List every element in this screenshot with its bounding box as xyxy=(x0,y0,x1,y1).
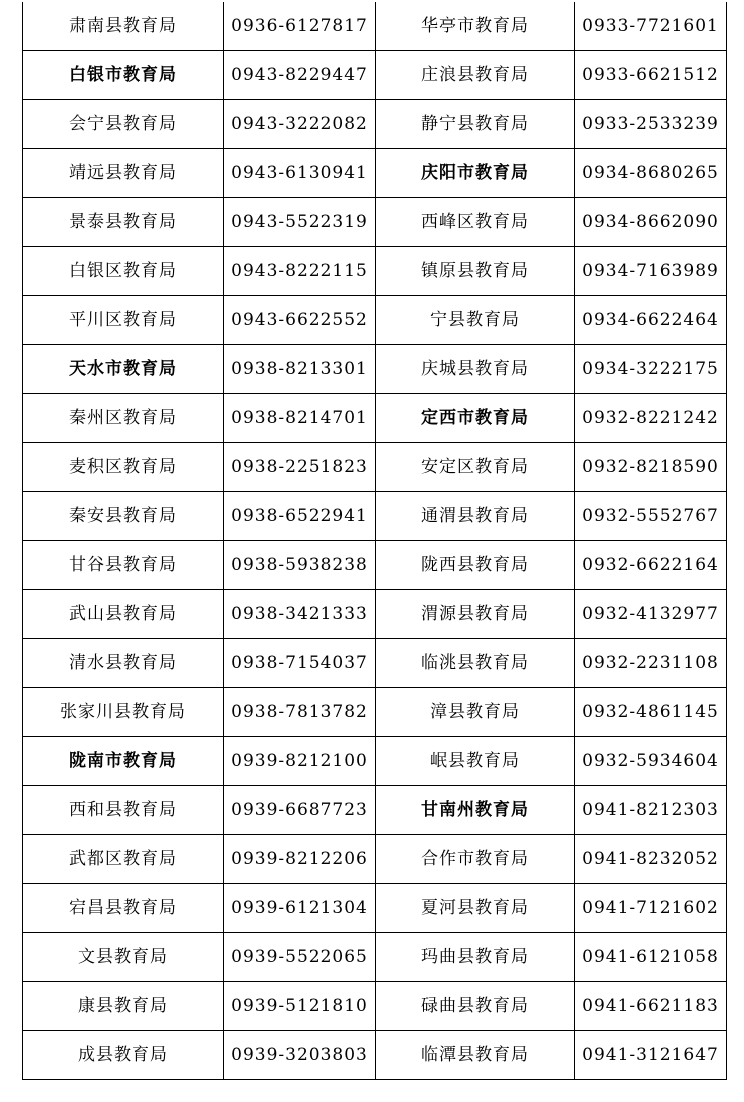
bureau-name-right: 静宁县教育局 xyxy=(376,100,575,149)
phone-number-left: 0943-3222082 xyxy=(224,100,376,149)
phone-number-right: 0932-6622164 xyxy=(575,541,727,590)
bureau-name-right: 安定区教育局 xyxy=(376,443,575,492)
table-row xyxy=(23,198,727,247)
bureau-name-right: 岷县教育局 xyxy=(376,737,575,786)
table-row xyxy=(23,933,727,982)
phone-number-right: 0941-8212303 xyxy=(575,786,727,835)
phone-number-right: 0941-6621183 xyxy=(575,982,727,1031)
phone-number-left: 0943-8229447 xyxy=(224,51,376,100)
phone-number-left: 0939-5522065 xyxy=(224,933,376,982)
bureau-name-right: 镇原县教育局 xyxy=(376,247,575,296)
bureau-name-right: 庆阳市教育局 xyxy=(376,149,575,198)
phone-number-left: 0939-6687723 xyxy=(224,786,376,835)
phone-number-left: 0939-6121304 xyxy=(224,884,376,933)
table-row xyxy=(23,296,727,345)
phone-number-right: 0934-8680265 xyxy=(575,149,727,198)
bureau-name-left: 秦安县教育局 xyxy=(23,492,224,541)
bureau-name-left: 甘谷县教育局 xyxy=(23,541,224,590)
table-row xyxy=(23,345,727,394)
phone-number-left: 0938-5938238 xyxy=(224,541,376,590)
bureau-name-right: 宁县教育局 xyxy=(376,296,575,345)
table-row xyxy=(23,884,727,933)
bureau-name-left: 清水县教育局 xyxy=(23,639,224,688)
phone-number-right: 0933-7721601 xyxy=(575,2,727,51)
phone-number-left: 0943-6130941 xyxy=(224,149,376,198)
bureau-name-left: 康县教育局 xyxy=(23,982,224,1031)
bureau-name-right: 华亭市教育局 xyxy=(376,2,575,51)
table-row xyxy=(23,1031,727,1080)
phone-number-left: 0943-8222115 xyxy=(224,247,376,296)
bureau-name-left: 西和县教育局 xyxy=(23,786,224,835)
bureau-name-left: 靖远县教育局 xyxy=(23,149,224,198)
education-bureau-contact-table xyxy=(22,2,727,1080)
phone-number-right: 0934-3222175 xyxy=(575,345,727,394)
bureau-name-right: 庄浪县教育局 xyxy=(376,51,575,100)
phone-number-left: 0938-8214701 xyxy=(224,394,376,443)
bureau-name-right: 渭源县教育局 xyxy=(376,590,575,639)
phone-number-right: 0941-6121058 xyxy=(575,933,727,982)
table-row xyxy=(23,247,727,296)
table-body xyxy=(23,2,727,1080)
table-row xyxy=(23,394,727,443)
phone-number-right: 0932-4861145 xyxy=(575,688,727,737)
bureau-name-left: 成县教育局 xyxy=(23,1031,224,1080)
phone-number-right: 0932-2231108 xyxy=(575,639,727,688)
phone-number-right: 0932-8221242 xyxy=(575,394,727,443)
bureau-name-right: 夏河县教育局 xyxy=(376,884,575,933)
bureau-name-right: 临潭县教育局 xyxy=(376,1031,575,1080)
phone-number-left: 0938-3421333 xyxy=(224,590,376,639)
table-row xyxy=(23,982,727,1031)
bureau-name-left: 秦州区教育局 xyxy=(23,394,224,443)
contact-table-container xyxy=(22,2,724,1080)
phone-number-left: 0938-2251823 xyxy=(224,443,376,492)
phone-number-right: 0933-6621512 xyxy=(575,51,727,100)
phone-number-left: 0936-6127817 xyxy=(224,2,376,51)
table-row xyxy=(23,2,727,51)
bureau-name-left: 武都区教育局 xyxy=(23,835,224,884)
bureau-name-right: 陇西县教育局 xyxy=(376,541,575,590)
bureau-name-left: 麦积区教育局 xyxy=(23,443,224,492)
bureau-name-right: 临洮县教育局 xyxy=(376,639,575,688)
table-row xyxy=(23,737,727,786)
bureau-name-right: 玛曲县教育局 xyxy=(376,933,575,982)
bureau-name-left: 肃南县教育局 xyxy=(23,2,224,51)
bureau-name-right: 甘南州教育局 xyxy=(376,786,575,835)
bureau-name-left: 白银市教育局 xyxy=(23,51,224,100)
phone-number-right: 0941-7121602 xyxy=(575,884,727,933)
phone-number-right: 0934-6622464 xyxy=(575,296,727,345)
table-row xyxy=(23,835,727,884)
phone-number-left: 0938-7813782 xyxy=(224,688,376,737)
phone-number-right: 0934-7163989 xyxy=(575,247,727,296)
bureau-name-right: 碌曲县教育局 xyxy=(376,982,575,1031)
phone-number-left: 0943-5522319 xyxy=(224,198,376,247)
phone-number-right: 0932-5934604 xyxy=(575,737,727,786)
table-row xyxy=(23,639,727,688)
table-row xyxy=(23,100,727,149)
phone-number-right: 0932-4132977 xyxy=(575,590,727,639)
bureau-name-right: 漳县教育局 xyxy=(376,688,575,737)
phone-number-left: 0939-3203803 xyxy=(224,1031,376,1080)
phone-number-left: 0938-8213301 xyxy=(224,345,376,394)
table-row xyxy=(23,443,727,492)
bureau-name-right: 西峰区教育局 xyxy=(376,198,575,247)
bureau-name-left: 天水市教育局 xyxy=(23,345,224,394)
bureau-name-left: 陇南市教育局 xyxy=(23,737,224,786)
bureau-name-left: 文县教育局 xyxy=(23,933,224,982)
phone-number-left: 0939-8212100 xyxy=(224,737,376,786)
bureau-name-left: 会宁县教育局 xyxy=(23,100,224,149)
phone-number-right: 0932-8218590 xyxy=(575,443,727,492)
bureau-name-left: 张家川县教育局 xyxy=(23,688,224,737)
bureau-name-right: 通渭县教育局 xyxy=(376,492,575,541)
phone-number-left: 0939-8212206 xyxy=(224,835,376,884)
bureau-name-left: 宕昌县教育局 xyxy=(23,884,224,933)
table-row xyxy=(23,541,727,590)
table-row xyxy=(23,590,727,639)
table-row xyxy=(23,492,727,541)
table-row xyxy=(23,786,727,835)
phone-number-left: 0939-5121810 xyxy=(224,982,376,1031)
bureau-name-left: 武山县教育局 xyxy=(23,590,224,639)
bureau-name-right: 定西市教育局 xyxy=(376,394,575,443)
bureau-name-right: 庆城县教育局 xyxy=(376,345,575,394)
phone-number-left: 0938-6522941 xyxy=(224,492,376,541)
bureau-name-left: 景泰县教育局 xyxy=(23,198,224,247)
phone-number-right: 0941-8232052 xyxy=(575,835,727,884)
table-row xyxy=(23,149,727,198)
table-row xyxy=(23,688,727,737)
phone-number-left: 0943-6622552 xyxy=(224,296,376,345)
bureau-name-right: 合作市教育局 xyxy=(376,835,575,884)
bureau-name-left: 白银区教育局 xyxy=(23,247,224,296)
phone-number-right: 0934-8662090 xyxy=(575,198,727,247)
phone-number-right: 0932-5552767 xyxy=(575,492,727,541)
phone-number-right: 0941-3121647 xyxy=(575,1031,727,1080)
phone-number-right: 0933-2533239 xyxy=(575,100,727,149)
bureau-name-left: 平川区教育局 xyxy=(23,296,224,345)
table-row xyxy=(23,51,727,100)
phone-number-left: 0938-7154037 xyxy=(224,639,376,688)
